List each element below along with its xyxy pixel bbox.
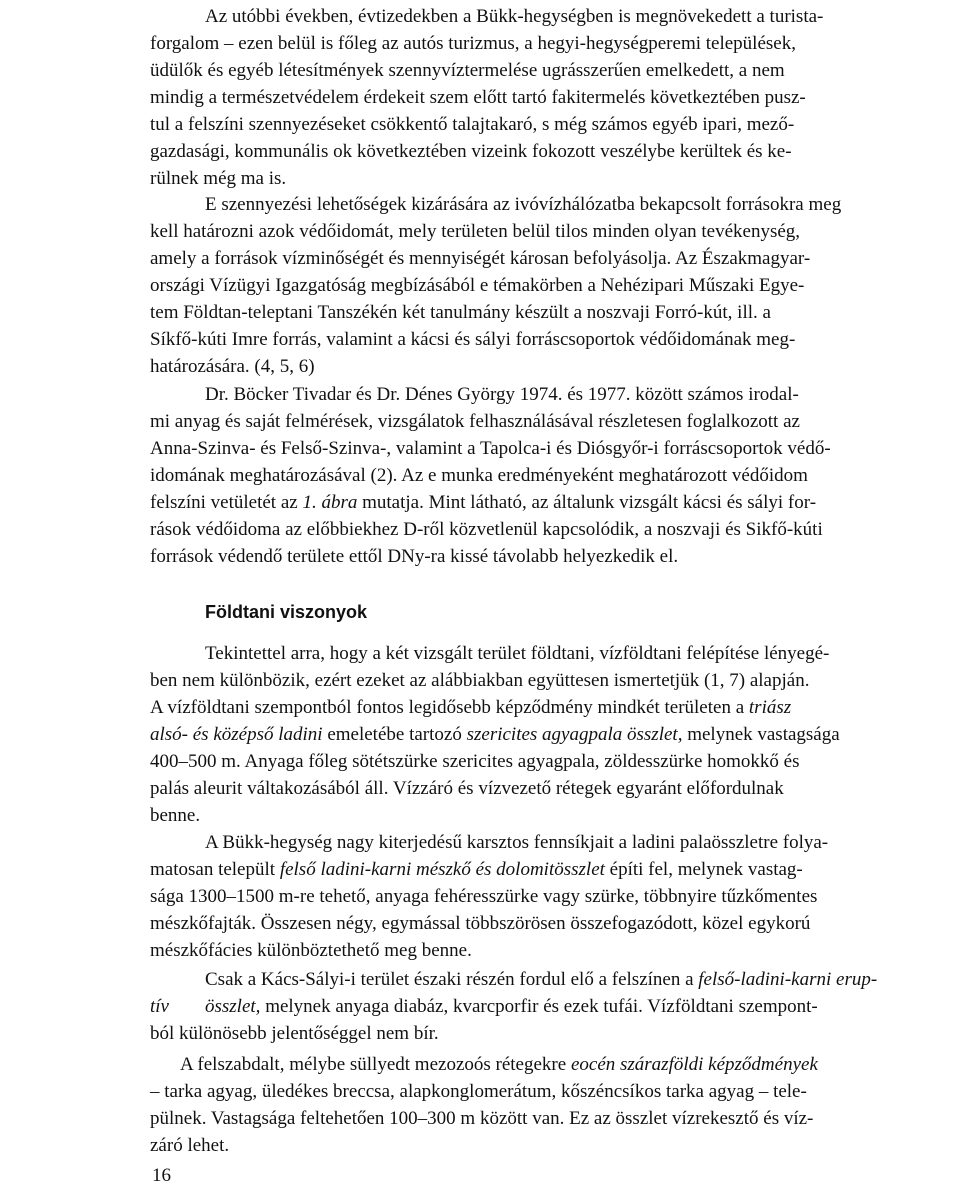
figure-reference: 1. ábra [302,492,358,513]
italic-term: felső ladini-karni mészkő és dolomitösszlet [279,859,605,880]
italic-term: tív [150,996,169,1017]
text-line: kell határozni azok védőidomát, mely területen belül tilos minden olyan tevékenység, [150,221,801,242]
italic-term: összlet, [205,996,261,1017]
text-line: záró lehet. [150,1135,230,1156]
text-line: Síkfő-kúti Imre forrás, valamint a kácsi és sályi forráscsoportok védőidomának meg- [150,329,796,350]
text-line [205,995,818,1019]
text-line: rülnek még ma is. [150,168,287,189]
text-line: ben nem különbözik, ezért ezeket az alábbiakban együttesen ismertetjük (1, 7) alapján. [150,670,810,691]
text-line: országi Vízügyi Igazgatóság megbízásából e témakörben a Nehézipari Műszaki Egye- [150,275,805,296]
text-line: benne. [150,805,201,826]
text-span: Csak a Kács-Sályi-i terület északi részén fordul elő a felszínen a [205,969,699,990]
text-line: forgalom – ezen belül is főleg az autós turizmus, a hegyi-hegységperemi települések, [150,33,796,54]
text-line [150,723,840,747]
text-line: források védendő területe ettől DNy-ra kissé távolabb helyezkedik el. [150,546,679,567]
italic-term: szericites agyagpala összlet, [466,724,683,745]
text-line: mindig a természetvédelem érdekeit szem előtt tartó fakitermelés következtében pusz- [150,87,806,108]
section-heading: Földtani viszonyok [205,602,368,622]
text-line: tem Földtan-teleptani Tanszékén két tanulmány készült a noszvaji Forró-kút, ill. a [150,302,771,323]
text-line: pülnek. Vastagsága feltehetően 100–300 m között van. Ez az összlet vízrekesztő és víz- [150,1108,814,1129]
text-line: mészkőfácies különböztethető meg benne. [150,940,472,961]
italic-term: triász [748,697,792,718]
text-line: palás aleurit váltakozásából áll. Vízzáró és vízvezető rétegek egyaránt előfordulnak [150,778,784,799]
text-line: mészkőfajták. Összesen négy, egymással többszörösen összefogazódott, közel egykorú [150,913,811,934]
text-line: mi anyag és saját felmérések, vizsgálatok felhasználásával részletesen foglalkozott az [150,411,800,432]
text-line: 400–500 m. Anyaga főleg sötétszürke szericites agyagpala, zöldesszürke homokkő és [150,751,800,772]
text-line: üdülők és egyéb létesítmények szennyvíztermelése ugrásszerűen emelkedett, a nem [150,60,785,81]
text-line: rások védőidoma az előbbiekhez D-ről közvetlenül kapcsolódik, a noszvaji és Sikfő-kúti [150,519,823,540]
text-line: Az utóbbi években, évtizedekben a Bükk-hegységben is megnövekedett a turista- [205,6,824,27]
text-line: Tekintettel arra, hogy a két vizsgált terület földtani, vízföldtani felépítése lényegé- [205,643,830,664]
text-span: mutatja. Mint látható, az általunk vizsgált kácsi és sályi for- [357,492,817,513]
text-line: ból különösebb jelentőséggel nem bír. [150,1023,439,1044]
text-line [180,1053,818,1077]
text-line: – tarka agyag, üledékes breccsa, alapkonglomerátum, kőszéncsíkos tarka agyag – tele- [150,1081,807,1102]
page-number: 16 [152,1165,171,1186]
text-line: amely a források vízminőségét és mennyiségét károsan befolyásolja. Az Északmagyar- [150,248,811,269]
text-span: építi fel, melynek vastag- [604,859,803,880]
text-line: tul a felszíni szennyezéseket csökkentő talajtakaró, s még számos egyéb ipari, mező- [150,114,795,135]
text-span: A felszabdalt, mélybe süllyedt mezozoós rétegekre [180,1054,571,1075]
text-line: határozására. (4, 5, 6) [150,356,315,377]
italic-term: eocén szárazföldi képződmények [570,1054,818,1075]
text-line [150,858,803,882]
text-line: A Bükk-hegység nagy kiterjedésű karsztos fennsíkjait a ladini palaösszletre folya- [205,832,829,853]
text-span: melynek vastagsága [682,724,840,745]
text-line: E szennyezési lehetőségek kizárására az ivóvízhálózatba bekapcsolt forrásokra meg [205,194,842,215]
italic-term: felső-ladini-karni erup- [698,969,878,990]
text-span: A vízföldtani szempontból fontos legidősebb képződmény mindkét területen a [150,697,749,718]
text-span: matosan települt [150,859,280,880]
text-line: sága 1300–1500 m-re tehető, anyaga fehéresszürke vagy szürke, többnyire tűzkőmentes [150,886,818,907]
text-span: emeletébe tartozó [322,724,467,745]
text-span: felszíni vetületét az [150,492,303,513]
text-line: Anna-Szinva- és Felső-Szinva-, valamint a Tapolca-i és Diósgyőr-i forráscsoportok védő- [150,438,831,459]
text-span: melynek anyaga diabáz, kvarcporfir és ezek tufái. Vízföldtani szempont- [260,996,818,1017]
text-line: gazdasági, kommunális ok következtében vizeink fokozott veszélybe kerültek és ke- [150,141,792,162]
text-line [205,968,877,992]
text-line [150,491,816,515]
italic-term: alsó- és középső ladini [150,724,323,745]
text-line: Dr. Böcker Tivadar és Dr. Dénes György 1974. és 1977. között számos irodal- [205,384,799,405]
text-line [150,696,791,720]
text-line: idomának meghatározásával (2). Az e munka eredményeként meghatározott védőidom [150,465,808,486]
